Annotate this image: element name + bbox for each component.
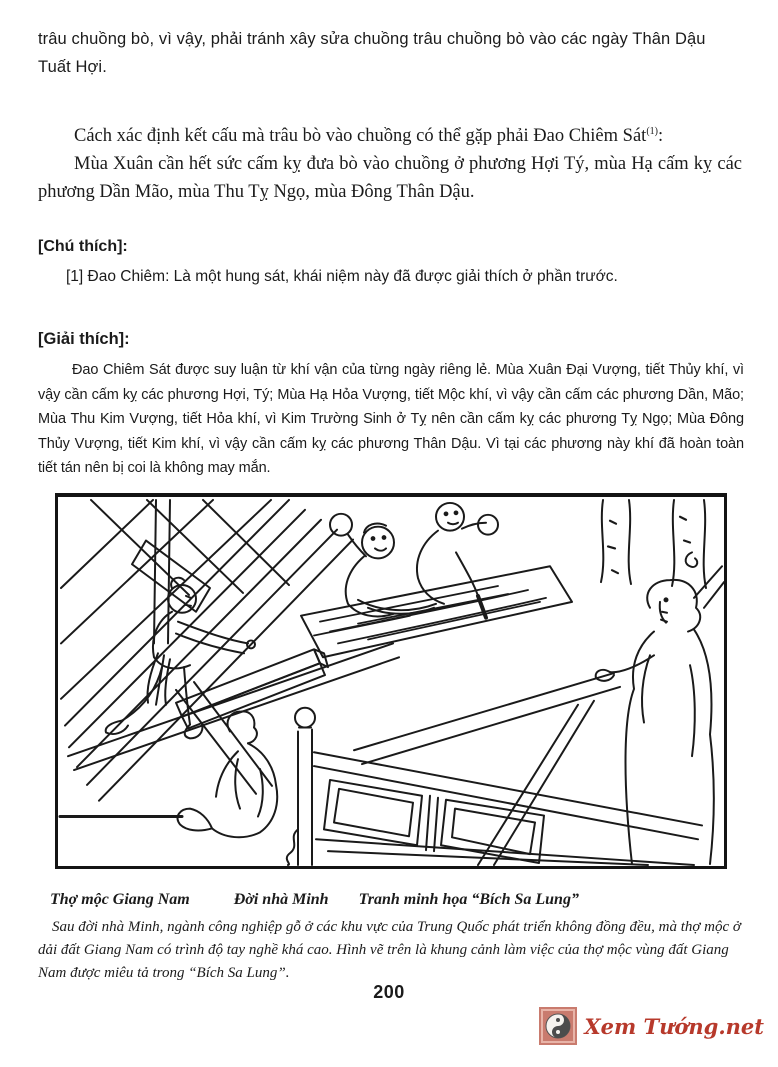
figure-description: Sau đời nhà Minh, ngành công nghiệp gỗ ở các khu vực của Trung Quốc phát triển không đồng đều, mà thợ mộc ở dải đất Giang Nam có trình độ tay nghề khá cao. Hình vẽ trên là khung cảnh làm việc của thợ mộc vùng đất Giang Nam được miêu tả trong “Bích Sa Lung”. bbox=[38, 919, 741, 981]
page-number: 200 bbox=[373, 982, 405, 1002]
caption-part-era: Đời nhà Minh bbox=[233, 891, 329, 908]
elder-right bbox=[596, 566, 724, 864]
footnote-marker: (1) bbox=[646, 126, 658, 137]
woodcut-figure bbox=[55, 493, 727, 869]
long-beam bbox=[68, 643, 399, 793]
paragraph-method-intro bbox=[38, 118, 742, 150]
tree-trunks bbox=[601, 500, 706, 588]
method-intro-colon: : bbox=[657, 126, 664, 147]
note-item: [1] Đao Chiêm: Là một hung sát, khái niệm này đã được giải thích ở phần trước. bbox=[66, 268, 618, 285]
watermark-text: Xem Tướng.net bbox=[584, 1013, 764, 1039]
paragraph-method-detail: Mùa Xuân cần hết sức cấm kỵ đưa bò vào chuồng ở phương Hợi Tý, mùa Hạ cấm kỵ các phương Dần Mão, mùa Thu Tỵ Ngọ, mùa Đông Thân Dậu. bbox=[38, 154, 742, 202]
explanation-body: Đao Chiêm Sát được suy luận từ khí vận của từng ngày riêng lẻ. Mùa Xuân Đại Vượng, tiết Thủy khí, vì vậy cần cấm kỵ các phương Hợi, Tý; Mùa Hạ Hỏa Vượng, tiết Mộc khí, vì vậy cần cấm các phương Dần, Mão; Mùa Thu Kim Vượng, tiết Hỏa khí, vì Kim Trường Sinh ở Tỵ nên cần cấm kỵ các phương Tỵ Ngọ; Mùa Đông Thủy Vượng, tiết Kim khí, vì vậy cần cấm kỵ các phương Thân Dậu. Vì tại các phương này khí đã hoàn toàn tiết tán nên bị coi là không may mắn. bbox=[38, 362, 744, 476]
caption-part-author: Thợ mộc Giang Nam bbox=[50, 891, 190, 908]
method-intro-text: Cách xác định kết cấu mà trâu bò vào chuồng có thể gặp phải Đao Chiêm Sát bbox=[74, 126, 647, 147]
explanation-heading: [Giải thích]: bbox=[38, 330, 130, 348]
caption-part-title: Tranh minh họa “Bích Sa Lung” bbox=[358, 891, 579, 908]
figure-caption bbox=[50, 891, 750, 909]
main-plank bbox=[301, 566, 572, 657]
notes-heading: [Chú thích]: bbox=[38, 238, 128, 255]
woodcut-illustration bbox=[58, 497, 724, 866]
watermark bbox=[538, 1006, 764, 1046]
fence bbox=[287, 708, 702, 865]
rails bbox=[354, 673, 620, 865]
yinyang-icon bbox=[538, 1006, 578, 1046]
paragraph-intro: trâu chuồng bò, vì vậy, phải tránh xây sửa chuồng trâu chuồng bò vào các ngày Thân Dậu Tuất Hợi. bbox=[38, 30, 706, 76]
